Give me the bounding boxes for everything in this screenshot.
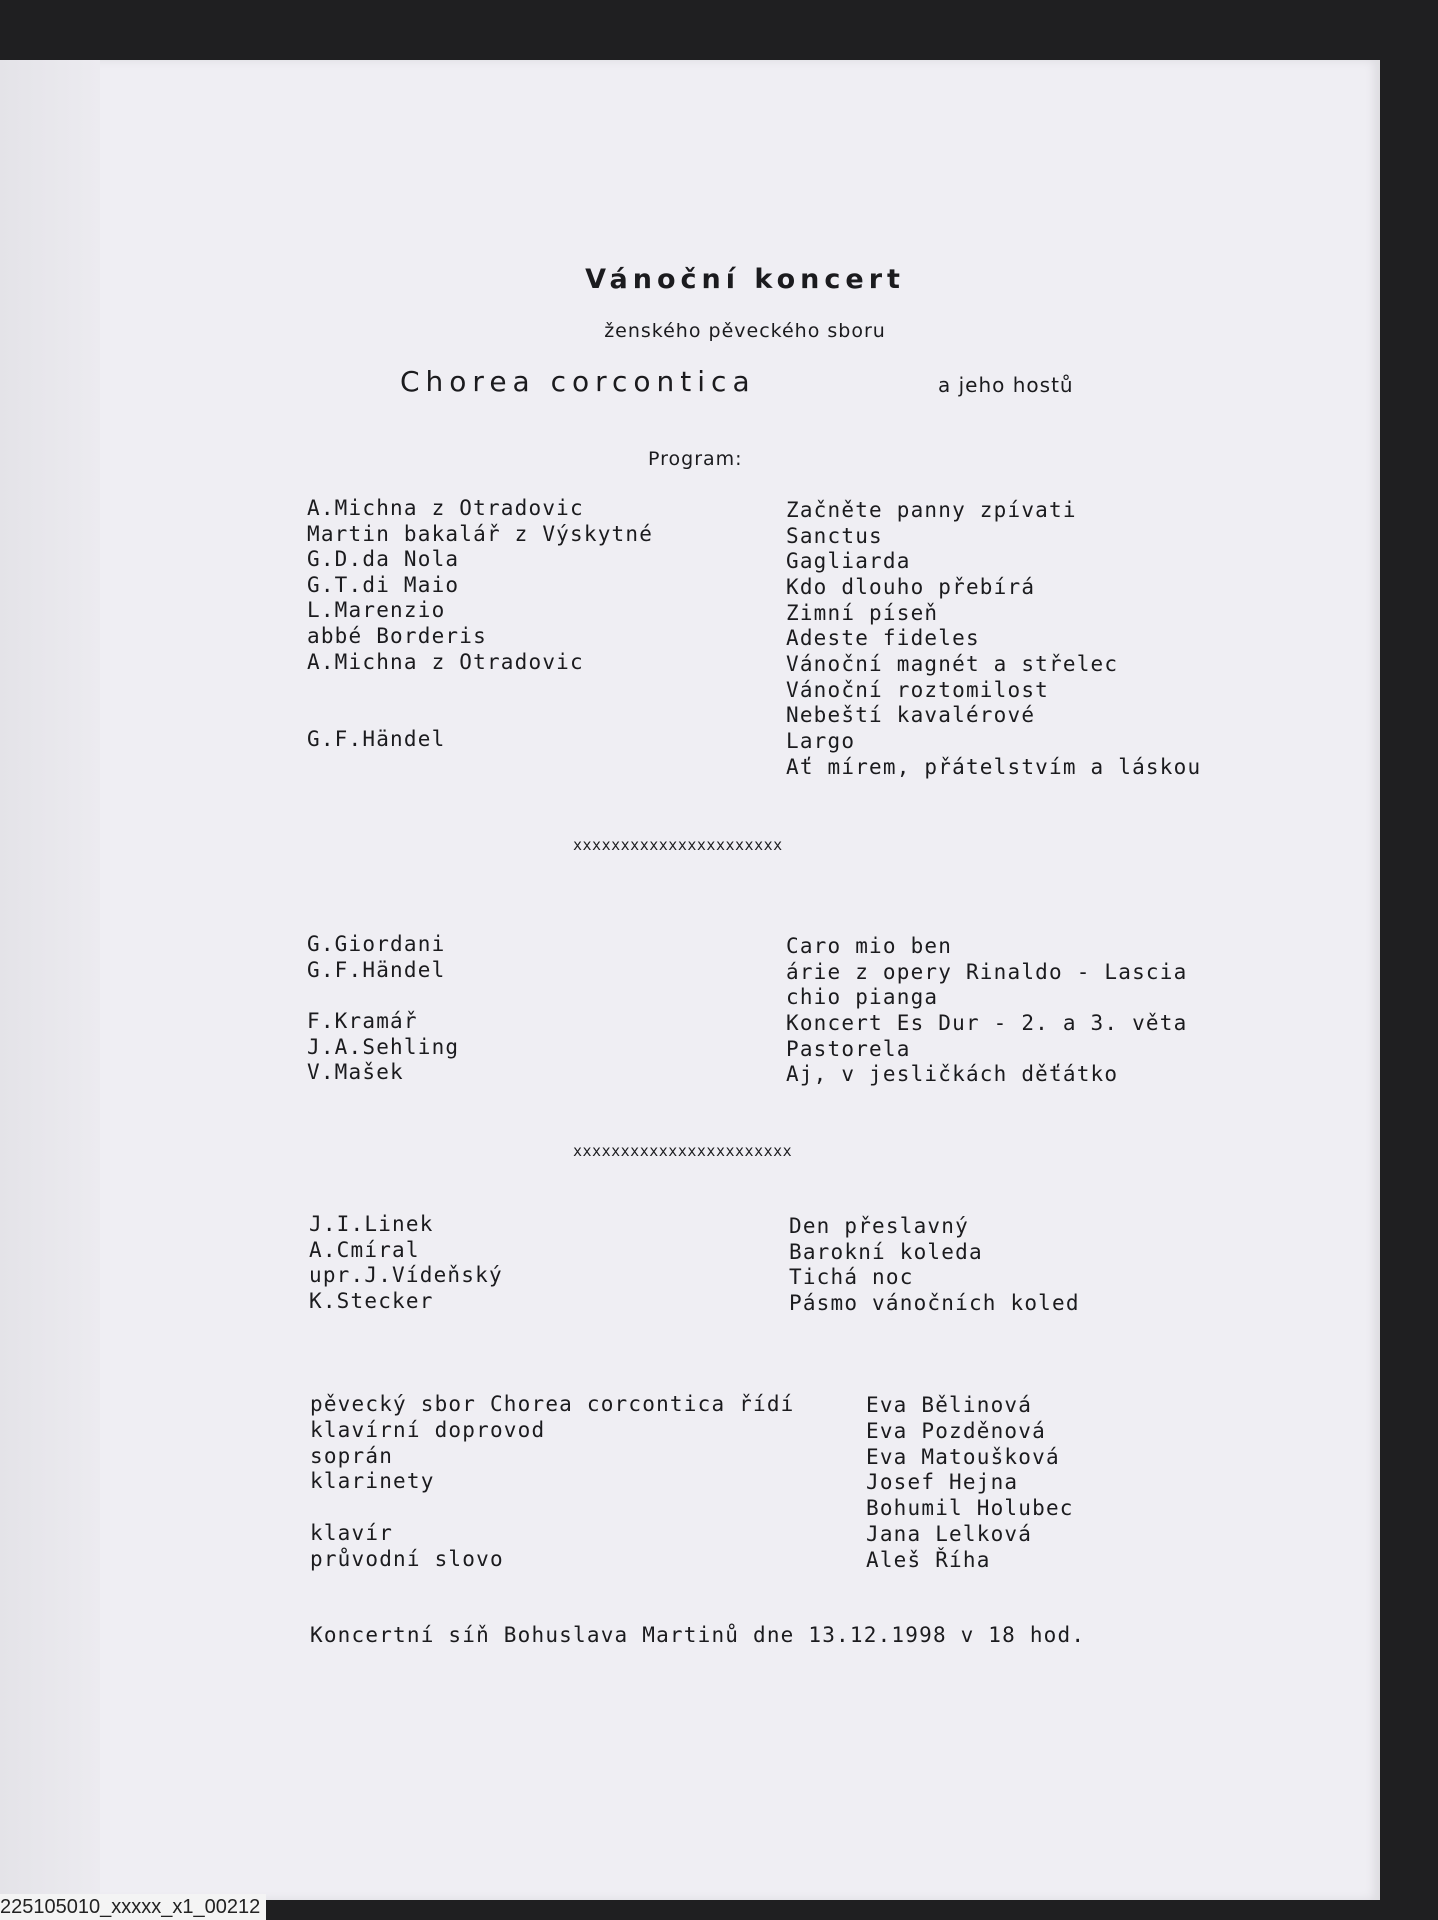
piece-title: Caro mio ben <box>786 934 953 958</box>
program-title: Vánoční koncert <box>585 264 905 295</box>
credit-name: Josef Hejna <box>866 1470 1019 1494</box>
piece-title: Kdo dlouho přebírá <box>786 575 1036 599</box>
piece-title: Adeste fideles <box>786 626 980 650</box>
credit-role: klavírní doprovod <box>310 1418 546 1442</box>
composer-name: upr.J.Vídeňský <box>309 1263 503 1287</box>
composer-name: J.I.Linek <box>309 1212 434 1236</box>
separator: xxxxxxxxxxxxxxxxxxxxxx <box>573 836 783 854</box>
choir-name: Chorea corcontica <box>400 365 756 398</box>
piece-title: Sanctus <box>786 524 883 548</box>
credit-name: Aleš Říha <box>866 1548 991 1572</box>
piece-title: Largo <box>786 729 856 753</box>
separator: xxxxxxxxxxxxxxxxxxxxxxx <box>573 1142 793 1160</box>
piece-title: árie z opery Rinaldo - Lascia <box>786 960 1188 984</box>
credit-name: Jana Lelková <box>866 1522 1033 1546</box>
credit-name: Bohumil Holubec <box>866 1496 1074 1520</box>
piece-title: Tichá noc <box>789 1265 914 1289</box>
credit-role: průvodní slovo <box>310 1547 504 1571</box>
piece-title: Zimní píseň <box>786 601 939 625</box>
composer-name: A.Michna z Otradovic <box>307 496 584 520</box>
composer-name: A.Cmíral <box>309 1238 420 1262</box>
piece-title: Den přeslavný <box>789 1214 969 1238</box>
composer-name: G.T.di Maio <box>307 573 460 597</box>
file-label: 225105010_xxxxx_x1_00212 <box>0 1894 266 1920</box>
composer-name: K.Stecker <box>309 1289 434 1313</box>
composer-name: A.Michna z Otradovic <box>307 650 584 674</box>
composer-name: G.F.Händel <box>307 958 446 982</box>
piece-title: Pásmo vánočních koled <box>789 1291 1080 1315</box>
piece-title: Aj, v jesličkách děťátko <box>786 1062 1119 1086</box>
credit-role: klavír <box>310 1521 394 1545</box>
credit-name: Eva Pozděnová <box>866 1419 1046 1443</box>
piece-title: Nebeští kavalérové <box>786 703 1036 727</box>
piece-title: Gagliarda <box>786 549 911 573</box>
composer-name: J.A.Sehling <box>307 1035 460 1059</box>
program-subtitle: ženského pěveckého sboru <box>604 320 886 342</box>
piece-title: Vánoční magnét a střelec <box>786 652 1119 676</box>
piece-title: Vánoční roztomilost <box>786 678 1050 702</box>
piece-title: Ať mírem, přátelstvím a láskou <box>786 755 1202 779</box>
credit-name: Eva Matoušková <box>866 1445 1060 1469</box>
credit-role: klarinety <box>310 1469 435 1493</box>
composer-name: L.Marenzio <box>307 598 446 622</box>
venue-date-line: Koncertní síň Bohuslava Martinů dne 13.12.1998 v 18 hod. <box>310 1623 1086 1647</box>
piece-title: Barokní koleda <box>789 1240 983 1264</box>
piece-title: Pastorela <box>786 1037 911 1061</box>
guests-text: a jeho hostů <box>938 373 1074 397</box>
composer-name: G.D.da Nola <box>307 547 460 571</box>
credit-name: Eva Bělinová <box>866 1393 1033 1417</box>
piece-title: chio pianga <box>786 985 939 1009</box>
composer-name: abbé Borderis <box>307 624 487 648</box>
credit-role: pěvecký sbor Chorea corcontica řídí <box>310 1392 795 1416</box>
composer-name: G.Giordani <box>307 932 446 956</box>
composer-name: V.Mašek <box>307 1060 404 1084</box>
composer-name: Martin bakalář z Výskytné <box>307 522 654 546</box>
piece-title: Začněte panny zpívati <box>786 498 1077 522</box>
composer-name: G.F.Händel <box>307 727 446 751</box>
credit-role: soprán <box>310 1444 394 1468</box>
piece-title: Koncert Es Dur - 2. a 3. věta <box>786 1011 1188 1035</box>
program-label: Program: <box>648 448 743 470</box>
composer-name: F.Kramář <box>307 1009 418 1033</box>
